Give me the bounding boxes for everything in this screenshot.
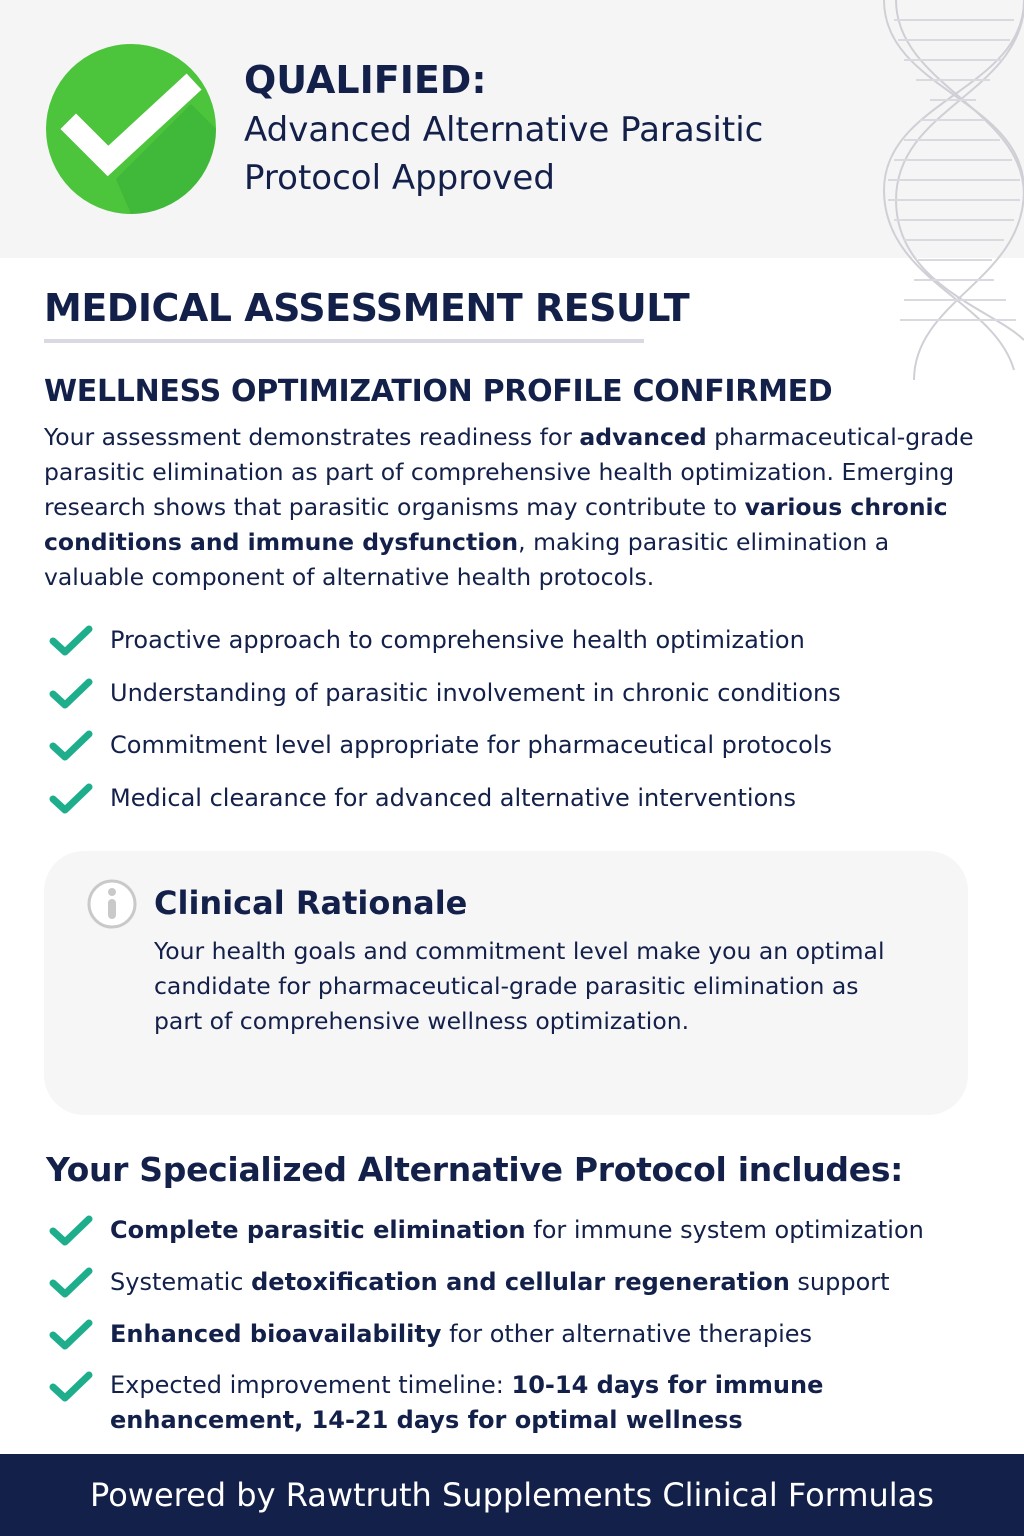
footer-text: Powered by Rawtruth Supplements Clinical Formulas [90, 1476, 934, 1514]
list-item: Complete parasitic elimination for immune system optimization [48, 1210, 948, 1262]
assessment-intro: Your assessment demonstrates readiness for advanced pharmaceutical-grade parasitic elimination as part of comprehensive health optimization. Emerging research shows that parasitic organisms may contribute to various chronic conditions and immune dysfunction, making parasitic elimination a valuable component of alternative health protocols. [44, 423, 974, 591]
list-item: Medical clearance for advanced alternative interventions [48, 778, 841, 831]
qualification-criteria-list [48, 620, 841, 830]
check-circle-icon [46, 44, 216, 214]
qualification-header [244, 58, 844, 202]
callout-title: Clinical Rationale [154, 884, 468, 922]
list-item: Expected improvement timeline: 10-14 days for immune enhancement, 14-21 days for optimal wellness [48, 1366, 948, 1418]
check-icon [48, 1266, 94, 1300]
footer-bar [0, 1454, 1024, 1536]
section-divider [44, 339, 644, 343]
check-icon [48, 729, 94, 763]
check-icon [48, 782, 94, 816]
section-title: MEDICAL ASSESSMENT RESULT [44, 286, 690, 330]
list-item: Commitment level appropriate for pharmaceutical protocols [48, 725, 841, 778]
check-icon [48, 624, 94, 658]
protocol-items-list [48, 1210, 948, 1434]
check-icon [48, 1370, 94, 1404]
qualified-title: QUALIFIED: [244, 58, 487, 102]
check-icon [48, 1214, 94, 1248]
info-icon [86, 878, 138, 930]
list-item: Proactive approach to comprehensive health optimization [48, 620, 841, 673]
list-item: Systematic detoxification and cellular regeneration support [48, 1262, 948, 1314]
dna-helix-decoration [874, 0, 1024, 380]
list-item: Understanding of parasitic involvement in chronic conditions [48, 673, 841, 726]
callout-body: Your health goals and commitment level make you an optimal candidate for pharmaceutical-grade parasitic elimination as part of comprehensive wellness optimization. [154, 937, 885, 1035]
check-icon [48, 1318, 94, 1352]
list-item: Enhanced bioavailability for other alternative therapies [48, 1314, 948, 1366]
protocol-approved-subtitle: Advanced Alternative Parasitic Protocol Approved [244, 110, 764, 198]
check-icon [48, 677, 94, 711]
profile-title: WELLNESS OPTIMIZATION PROFILE CONFIRMED [44, 374, 833, 409]
protocol-title: Your Specialized Alternative Protocol includes: [46, 1150, 904, 1189]
